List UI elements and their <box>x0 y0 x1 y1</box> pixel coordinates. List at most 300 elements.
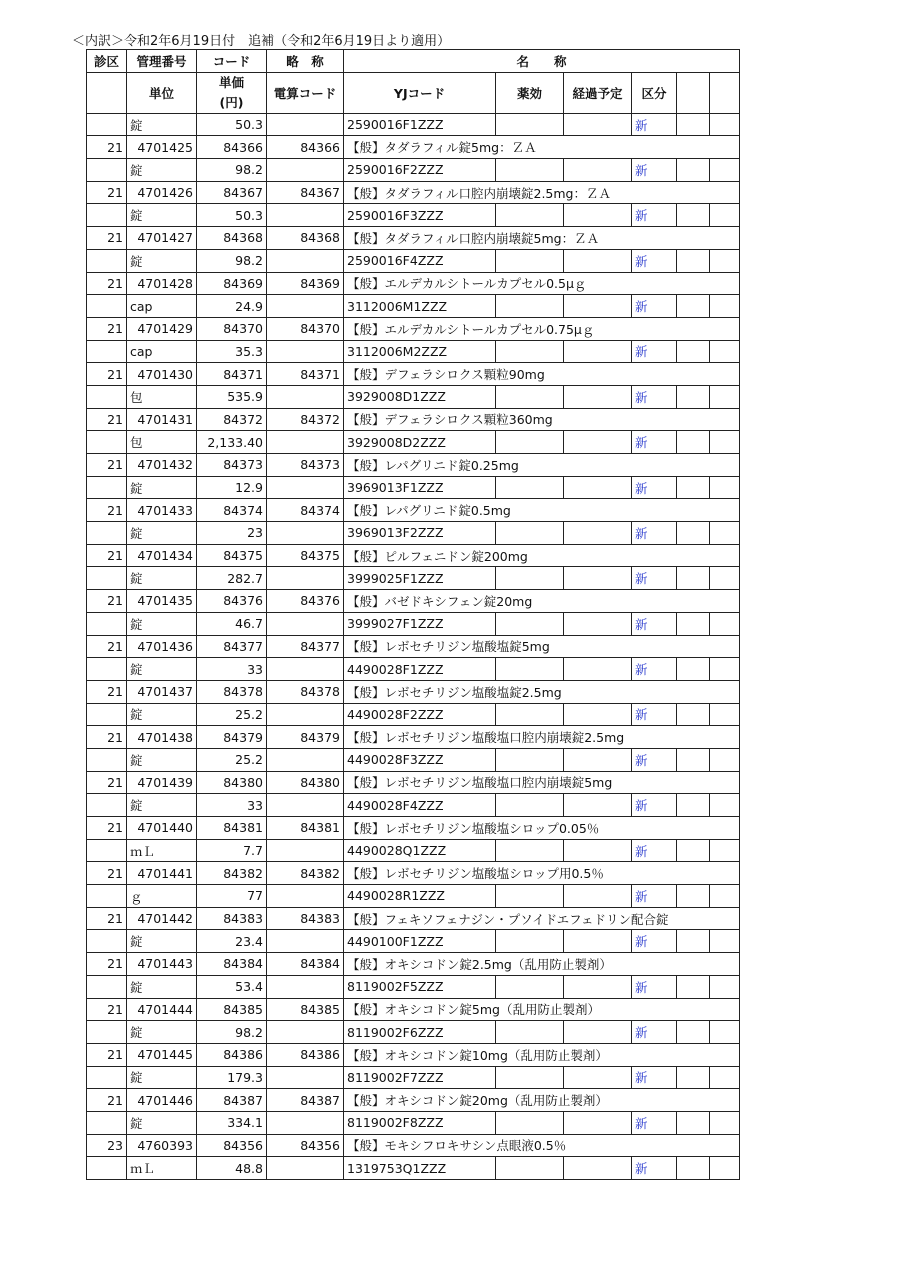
extra-cell <box>677 522 710 545</box>
yakko-cell <box>496 1066 564 1089</box>
table-row <box>87 817 740 840</box>
extra-cell <box>710 567 740 590</box>
table-row <box>87 794 740 817</box>
shinku-cell: 21 <box>87 726 127 749</box>
yj-code-cell: 3929008D1ZZZ <box>344 385 496 408</box>
yakko-cell <box>496 839 564 862</box>
densan-cell: 84366 <box>267 136 344 159</box>
code-cell: 84379 <box>197 726 267 749</box>
drug-name-cell: 【般】レボセチリジン塩酸塩錠2.5mg <box>344 680 740 703</box>
price-cell: 282.7 <box>197 567 267 590</box>
table-row <box>87 680 740 703</box>
yakko-cell <box>496 249 564 272</box>
code-cell: 84385 <box>197 998 267 1021</box>
drug-name-cell: 【般】バゼドキシフェン錠20mg <box>344 590 740 613</box>
shinku-cell: 21 <box>87 635 127 658</box>
header-unit: 単位 <box>127 72 197 113</box>
price-cell: 23 <box>197 522 267 545</box>
price-cell: 179.3 <box>197 1066 267 1089</box>
yj-code-cell: 8119002F6ZZZ <box>344 1021 496 1044</box>
kanri-cell: 4701430 <box>127 363 197 386</box>
densan-cell <box>267 1157 344 1180</box>
extra-cell <box>710 340 740 363</box>
code-cell: 84381 <box>197 817 267 840</box>
densan-cell: 84372 <box>267 408 344 431</box>
header-extra-2 <box>710 72 740 113</box>
kanri-cell: 4701444 <box>127 998 197 1021</box>
table-row <box>87 499 740 522</box>
kanri-cell: 4701435 <box>127 590 197 613</box>
extra-cell <box>677 794 710 817</box>
keika-cell <box>564 522 632 545</box>
shinku-cell <box>87 930 127 953</box>
densan-cell: 84383 <box>267 907 344 930</box>
price-cell: 33 <box>197 658 267 681</box>
yj-code-cell: 3969013F1ZZZ <box>344 476 496 499</box>
shinku-cell: 21 <box>87 1043 127 1066</box>
extra-cell <box>710 1066 740 1089</box>
kanri-cell: 4701428 <box>127 272 197 295</box>
densan-cell: 84386 <box>267 1043 344 1066</box>
unit-cell: ｍＬ <box>127 839 197 862</box>
densan-cell: 84380 <box>267 771 344 794</box>
table-row <box>87 590 740 613</box>
kubun-cell: 新 <box>632 295 677 318</box>
table-row <box>87 771 740 794</box>
densan-cell <box>267 113 344 136</box>
yj-code-cell: 2590016F3ZZZ <box>344 204 496 227</box>
price-cell: 25.2 <box>197 703 267 726</box>
extra-cell <box>677 703 710 726</box>
extra-cell <box>677 1021 710 1044</box>
code-cell: 84375 <box>197 544 267 567</box>
keika-cell <box>564 113 632 136</box>
table-row <box>87 703 740 726</box>
shinku-cell: 21 <box>87 862 127 885</box>
shinku-cell <box>87 159 127 182</box>
unit-cell: 錠 <box>127 1021 197 1044</box>
kubun-cell: 新 <box>632 1111 677 1134</box>
header-yakko: 薬効 <box>496 72 564 113</box>
yakko-cell <box>496 204 564 227</box>
shinku-cell <box>87 295 127 318</box>
price-cell: 77 <box>197 885 267 908</box>
densan-cell: 84371 <box>267 363 344 386</box>
densan-cell <box>267 295 344 318</box>
unit-cell: ｍＬ <box>127 1157 197 1180</box>
table-row <box>87 454 740 477</box>
extra-cell <box>710 1021 740 1044</box>
table-row <box>87 839 740 862</box>
table-row <box>87 612 740 635</box>
table-row <box>87 181 740 204</box>
shinku-cell: 23 <box>87 1134 127 1157</box>
extra-cell <box>677 204 710 227</box>
price-cell: 23.4 <box>197 930 267 953</box>
table-row <box>87 385 740 408</box>
extra-cell <box>677 431 710 454</box>
header-row-2 <box>87 72 740 113</box>
extra-cell <box>677 930 710 953</box>
table-row <box>87 522 740 545</box>
document-caption: ＜内訳＞令和2年6月19日付 追補（令和2年6月19日より適用） <box>72 34 451 49</box>
densan-cell <box>267 204 344 227</box>
table-row <box>87 907 740 930</box>
yj-code-cell: 4490028R1ZZZ <box>344 885 496 908</box>
kubun-cell: 新 <box>632 249 677 272</box>
code-cell: 84384 <box>197 953 267 976</box>
kanri-cell: 4701434 <box>127 544 197 567</box>
kanri-cell: 4701425 <box>127 136 197 159</box>
keika-cell <box>564 385 632 408</box>
header-extra-1 <box>677 72 710 113</box>
unit-cell: 包 <box>127 385 197 408</box>
drug-name-cell: 【般】ピルフェニドン錠200mg <box>344 544 740 567</box>
yj-code-cell: 4490028F3ZZZ <box>344 748 496 771</box>
drug-name-cell: 【般】エルデカルシトールカプセル0.5μｇ <box>344 272 740 295</box>
shinku-cell: 21 <box>87 817 127 840</box>
shinku-cell <box>87 567 127 590</box>
extra-cell <box>710 748 740 771</box>
extra-cell <box>677 1066 710 1089</box>
extra-cell <box>710 839 740 862</box>
code-cell: 84377 <box>197 635 267 658</box>
extra-cell <box>710 612 740 635</box>
table-row <box>87 885 740 908</box>
unit-cell: 錠 <box>127 1111 197 1134</box>
drug-name-cell: 【般】レボセチリジン塩酸塩シロップ0.05％ <box>344 817 740 840</box>
keika-cell <box>564 249 632 272</box>
drug-name-cell: 【般】レパグリニド錠0.25mg <box>344 454 740 477</box>
kubun-cell: 新 <box>632 340 677 363</box>
shinku-cell <box>87 975 127 998</box>
table-row <box>87 476 740 499</box>
densan-cell: 84376 <box>267 590 344 613</box>
densan-cell <box>267 885 344 908</box>
shinku-cell <box>87 1157 127 1180</box>
yakko-cell <box>496 748 564 771</box>
extra-cell <box>710 249 740 272</box>
drug-name-cell: 【般】オキシコドン錠5mg（乱用防止製剤） <box>344 998 740 1021</box>
densan-cell <box>267 1066 344 1089</box>
extra-cell <box>677 1157 710 1180</box>
code-cell: 84370 <box>197 317 267 340</box>
yakko-cell <box>496 385 564 408</box>
table-row <box>87 567 740 590</box>
kubun-cell: 新 <box>632 885 677 908</box>
extra-cell <box>710 658 740 681</box>
price-cell: 334.1 <box>197 1111 267 1134</box>
drug-name-cell: 【般】タダラフィル錠5mg：ＺＡ <box>344 136 740 159</box>
code-cell: 84386 <box>197 1043 267 1066</box>
table-row <box>87 295 740 318</box>
yakko-cell <box>496 794 564 817</box>
kubun-cell: 新 <box>632 703 677 726</box>
table-row <box>87 998 740 1021</box>
kanri-cell: 4701443 <box>127 953 197 976</box>
yj-code-cell: 4490100F1ZZZ <box>344 930 496 953</box>
shinku-cell <box>87 113 127 136</box>
unit-cell: 錠 <box>127 1066 197 1089</box>
yj-code-cell: 3999027F1ZZZ <box>344 612 496 635</box>
table-row <box>87 748 740 771</box>
yakko-cell <box>496 703 564 726</box>
densan-cell <box>267 703 344 726</box>
extra-cell <box>710 385 740 408</box>
densan-cell <box>267 612 344 635</box>
drug-name-cell: 【般】レパグリニド錠0.5mg <box>344 499 740 522</box>
yj-code-cell: 3112006M1ZZZ <box>344 295 496 318</box>
extra-cell <box>710 975 740 998</box>
extra-cell <box>710 1157 740 1180</box>
kubun-cell: 新 <box>632 204 677 227</box>
extra-cell <box>710 113 740 136</box>
shinku-cell: 21 <box>87 998 127 1021</box>
table-row <box>87 431 740 454</box>
yakko-cell <box>496 658 564 681</box>
densan-cell <box>267 658 344 681</box>
yakko-cell <box>496 612 564 635</box>
code-cell: 84376 <box>197 590 267 613</box>
keika-cell <box>564 431 632 454</box>
keika-cell <box>564 885 632 908</box>
densan-cell: 84368 <box>267 227 344 250</box>
header-kanri: 管理番号 <box>127 50 197 73</box>
table-row <box>87 1089 740 1112</box>
shinku-cell <box>87 385 127 408</box>
keika-cell <box>564 975 632 998</box>
yakko-cell <box>496 885 564 908</box>
kubun-cell: 新 <box>632 1157 677 1180</box>
drug-name-cell: 【般】タダラフィル口腔内崩壊錠5mg：ＺＡ <box>344 227 740 250</box>
keika-cell <box>564 703 632 726</box>
yakko-cell <box>496 1111 564 1134</box>
extra-cell <box>677 748 710 771</box>
extra-cell <box>677 658 710 681</box>
shinku-cell <box>87 522 127 545</box>
code-cell: 84380 <box>197 771 267 794</box>
drug-name-cell: 【般】オキシコドン錠20mg（乱用防止製剤） <box>344 1089 740 1112</box>
shinku-cell: 21 <box>87 317 127 340</box>
shinku-cell: 21 <box>87 227 127 250</box>
shinku-cell: 21 <box>87 454 127 477</box>
table-row <box>87 862 740 885</box>
densan-cell <box>267 794 344 817</box>
yj-code-cell: 2590016F2ZZZ <box>344 159 496 182</box>
keika-cell <box>564 159 632 182</box>
drug-name-cell: 【般】デフェラシロクス顆粒90mg <box>344 363 740 386</box>
shinku-cell: 21 <box>87 1089 127 1112</box>
kanri-cell: 4701440 <box>127 817 197 840</box>
shinku-cell <box>87 612 127 635</box>
price-cell: 53.4 <box>197 975 267 998</box>
keika-cell <box>564 340 632 363</box>
code-cell: 84387 <box>197 1089 267 1112</box>
code-cell: 84369 <box>197 272 267 295</box>
price-cell: 98.2 <box>197 249 267 272</box>
kubun-cell: 新 <box>632 839 677 862</box>
yakko-cell <box>496 431 564 454</box>
densan-cell <box>267 522 344 545</box>
yj-code-cell: 8119002F5ZZZ <box>344 975 496 998</box>
yj-code-cell: 4490028F4ZZZ <box>344 794 496 817</box>
header-blank <box>87 72 127 113</box>
shinku-cell <box>87 885 127 908</box>
shinku-cell: 21 <box>87 907 127 930</box>
code-cell: 84378 <box>197 680 267 703</box>
table-row <box>87 159 740 182</box>
yakko-cell <box>496 159 564 182</box>
yakko-cell <box>496 476 564 499</box>
unit-cell: 錠 <box>127 476 197 499</box>
shinku-cell <box>87 748 127 771</box>
unit-cell: 錠 <box>127 658 197 681</box>
densan-cell <box>267 1111 344 1134</box>
extra-cell <box>677 1111 710 1134</box>
table-row <box>87 1134 740 1157</box>
extra-cell <box>710 295 740 318</box>
shinku-cell <box>87 476 127 499</box>
densan-cell: 84384 <box>267 953 344 976</box>
extra-cell <box>677 340 710 363</box>
drug-name-cell: 【般】フェキソフェナジン・プソイドエフェドリン配合錠 <box>344 907 740 930</box>
densan-cell <box>267 159 344 182</box>
yakko-cell <box>496 930 564 953</box>
price-cell: 33 <box>197 794 267 817</box>
extra-cell <box>677 885 710 908</box>
densan-cell <box>267 567 344 590</box>
kubun-cell: 新 <box>632 748 677 771</box>
kubun-cell: 新 <box>632 1066 677 1089</box>
drug-name-cell: 【般】レボセチリジン塩酸塩錠5mg <box>344 635 740 658</box>
densan-cell: 84373 <box>267 454 344 477</box>
header-meisho: 名 称 <box>344 50 740 73</box>
table-row <box>87 930 740 953</box>
table-row <box>87 136 740 159</box>
yakko-cell <box>496 295 564 318</box>
extra-cell <box>677 249 710 272</box>
kubun-cell: 新 <box>632 794 677 817</box>
shinku-cell <box>87 431 127 454</box>
shinku-cell: 21 <box>87 363 127 386</box>
yj-code-cell: 4490028F1ZZZ <box>344 658 496 681</box>
densan-cell <box>267 1021 344 1044</box>
drug-name-cell: 【般】レボセチリジン塩酸塩シロップ用0.5％ <box>344 862 740 885</box>
table-row <box>87 953 740 976</box>
shinku-cell <box>87 340 127 363</box>
kubun-cell: 新 <box>632 476 677 499</box>
yakko-cell <box>496 567 564 590</box>
keika-cell <box>564 476 632 499</box>
keika-cell <box>564 204 632 227</box>
table-row <box>87 635 740 658</box>
extra-cell <box>677 159 710 182</box>
shinku-cell: 21 <box>87 408 127 431</box>
unit-cell: 錠 <box>127 567 197 590</box>
keika-cell <box>564 658 632 681</box>
price-cell: 50.3 <box>197 113 267 136</box>
densan-cell: 84387 <box>267 1089 344 1112</box>
header-kubun: 区分 <box>632 72 677 113</box>
price-cell: 12.9 <box>197 476 267 499</box>
densan-cell: 84374 <box>267 499 344 522</box>
price-cell: 98.2 <box>197 159 267 182</box>
densan-cell: 84375 <box>267 544 344 567</box>
extra-cell <box>677 476 710 499</box>
densan-cell: 84370 <box>267 317 344 340</box>
yj-code-cell: 3929008D2ZZZ <box>344 431 496 454</box>
extra-cell <box>677 113 710 136</box>
header-shinku: 診区 <box>87 50 127 73</box>
shinku-cell: 21 <box>87 499 127 522</box>
densan-cell: 84382 <box>267 862 344 885</box>
unit-cell: cap <box>127 340 197 363</box>
table-row <box>87 249 740 272</box>
yj-code-cell: 3112006M2ZZZ <box>344 340 496 363</box>
price-cell: 25.2 <box>197 748 267 771</box>
shinku-cell <box>87 204 127 227</box>
table-row <box>87 544 740 567</box>
extra-cell <box>677 839 710 862</box>
unit-cell: 錠 <box>127 975 197 998</box>
header-yj: YJコード <box>344 72 496 113</box>
shinku-cell <box>87 1021 127 1044</box>
keika-cell <box>564 839 632 862</box>
kubun-cell: 新 <box>632 975 677 998</box>
drug-name-cell: 【般】オキシコドン錠10mg（乱用防止製剤） <box>344 1043 740 1066</box>
table-row <box>87 272 740 295</box>
code-cell: 84383 <box>197 907 267 930</box>
kanri-cell: 4701433 <box>127 499 197 522</box>
shinku-cell <box>87 658 127 681</box>
yakko-cell <box>496 113 564 136</box>
shinku-cell <box>87 839 127 862</box>
yj-code-cell: 8119002F8ZZZ <box>344 1111 496 1134</box>
extra-cell <box>710 794 740 817</box>
kanri-cell: 4701437 <box>127 680 197 703</box>
header-price: 単価 (円) <box>197 72 267 113</box>
price-cell: 50.3 <box>197 204 267 227</box>
unit-cell: 錠 <box>127 204 197 227</box>
code-cell: 84371 <box>197 363 267 386</box>
drug-name-cell: 【般】エルデカルシトールカプセル0.75μｇ <box>344 317 740 340</box>
drug-name-cell: 【般】デフェラシロクス顆粒360mg <box>344 408 740 431</box>
shinku-cell: 21 <box>87 771 127 794</box>
yakko-cell <box>496 1021 564 1044</box>
shinku-cell <box>87 703 127 726</box>
drug-name-cell: 【般】タダラフィル口腔内崩壊錠2.5mg：ＺＡ <box>344 181 740 204</box>
header-densan: 電算コード <box>267 72 344 113</box>
densan-cell: 84385 <box>267 998 344 1021</box>
kanri-cell: 4701446 <box>127 1089 197 1112</box>
unit-cell: 錠 <box>127 612 197 635</box>
kubun-cell: 新 <box>632 930 677 953</box>
header-code: コード <box>197 50 267 73</box>
drug-name-cell: 【般】レボセチリジン塩酸塩口腔内崩壊錠2.5mg <box>344 726 740 749</box>
yj-code-cell: 8119002F7ZZZ <box>344 1066 496 1089</box>
kanri-cell: 4760393 <box>127 1134 197 1157</box>
densan-cell: 84356 <box>267 1134 344 1157</box>
kubun-cell: 新 <box>632 1021 677 1044</box>
price-cell: 35.3 <box>197 340 267 363</box>
extra-cell <box>710 1111 740 1134</box>
keika-cell <box>564 1111 632 1134</box>
table-row <box>87 113 740 136</box>
kubun-cell: 新 <box>632 612 677 635</box>
keika-cell <box>564 794 632 817</box>
shinku-cell <box>87 794 127 817</box>
code-cell: 84366 <box>197 136 267 159</box>
